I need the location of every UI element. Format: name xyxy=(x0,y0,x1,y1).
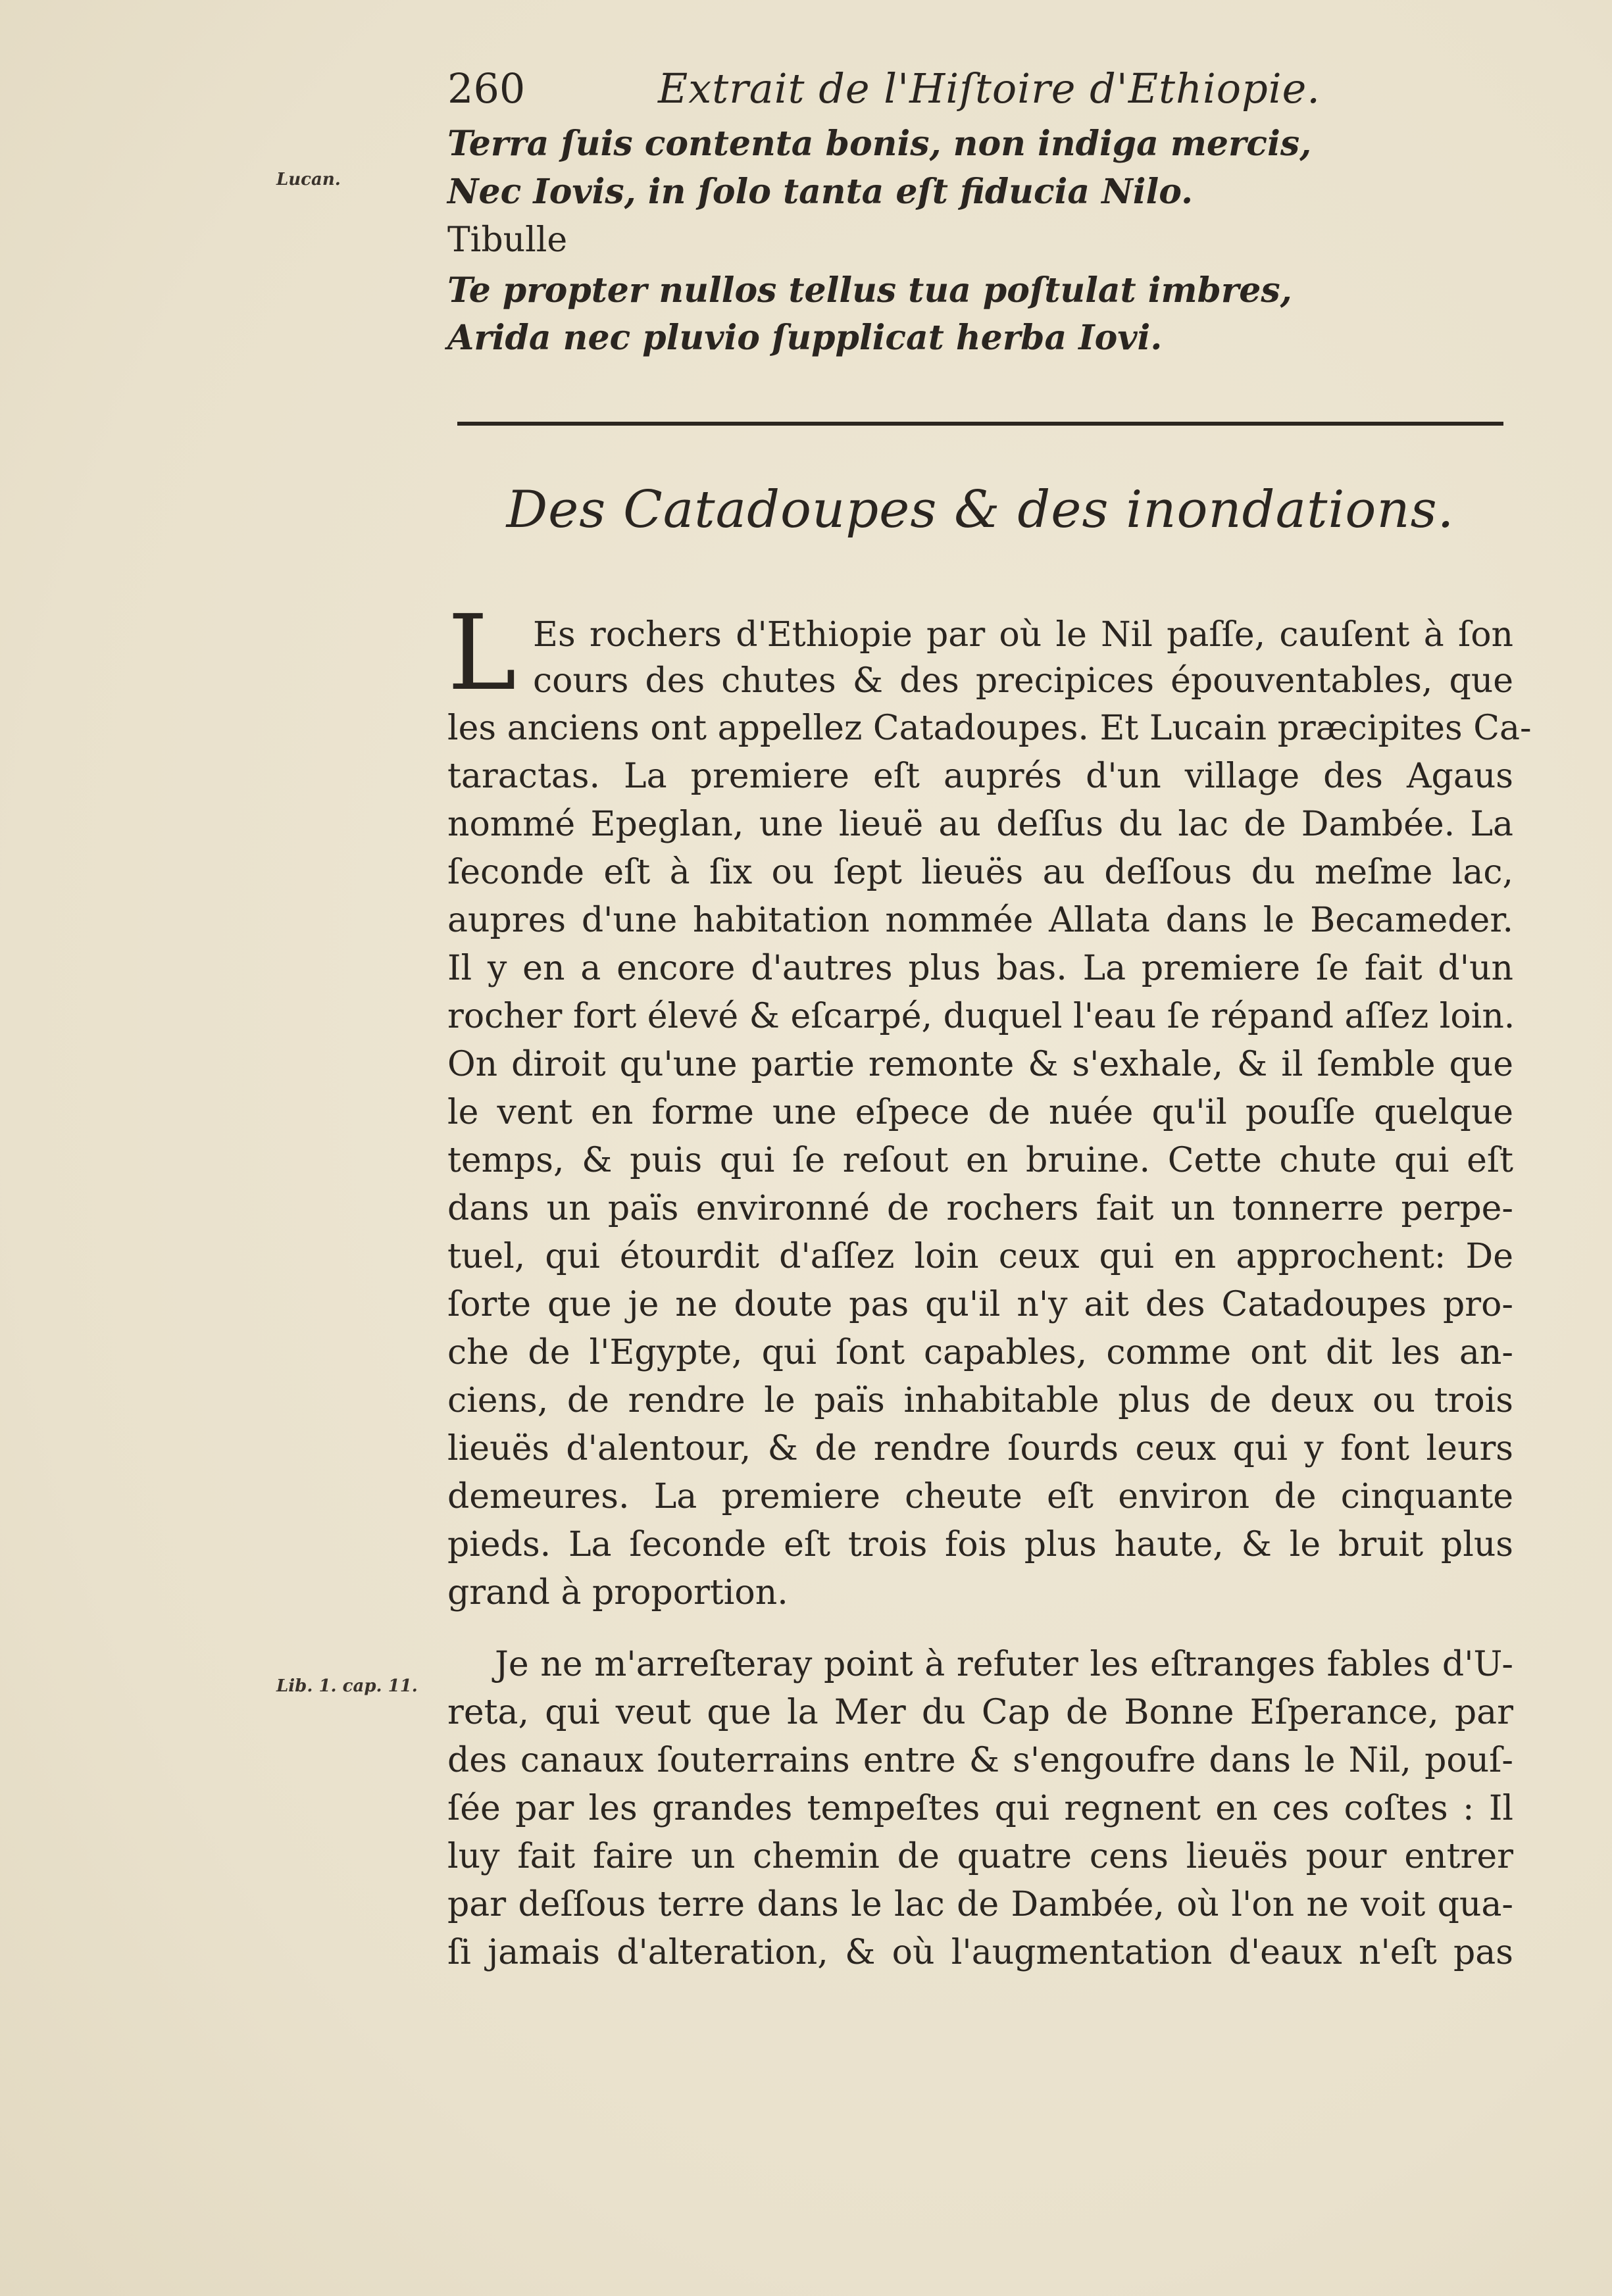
text-line: nommé Epeglan, une lieuë au deſſus du lac de Dambée. La xyxy=(447,805,1513,844)
text-line: taractas. La premiere eſt auprés d'un village des Agaus xyxy=(447,757,1513,796)
verse-line: Te propter nullos tellus tua poſtulat imbres, xyxy=(447,270,1292,311)
page-number: 260 xyxy=(447,64,526,112)
text-line: les anciens ont appellez Catadoupes. Et Lucain præcipites Ca- xyxy=(447,709,1532,748)
text-line: ſi jamais d'alteration, & où l'augmentation d'eaux n'eſt pas xyxy=(447,1933,1513,1972)
text-line: Es rochers d'Ethiopie par où le Nil paſſe, cauſent à ſon xyxy=(533,615,1513,655)
text-line: le vent en forme une eſpece de nuée qu'il pouſſe quelque xyxy=(447,1093,1513,1132)
marginal-note-lib: Lib. 1. cap. 11. xyxy=(276,1676,418,1696)
text-line: On diroit qu'une partie remonte & s'exhale, & il ſemble que xyxy=(447,1045,1513,1084)
text-line: aupres d'une habitation nommée Allata dans le Becameder. xyxy=(447,901,1513,940)
text-line: ſorte que je ne doute pas qu'il n'y ait des Catadoupes pro- xyxy=(447,1285,1513,1324)
drop-cap: L xyxy=(447,593,516,714)
text-line: cours des chutes & des precipices épouventables, que xyxy=(533,661,1513,701)
text-line: rocher fort élevé & eſcarpé, duquel l'eau ſe répand aſſez loin. xyxy=(447,997,1515,1036)
text-line: grand à proportion. xyxy=(447,1573,788,1612)
text-line: par deſſous terre dans le lac de Dambée, où l'on ne voit qua- xyxy=(447,1885,1513,1924)
text-line: dans un païs environné de rochers fait un tonnerre perpe- xyxy=(447,1189,1513,1228)
text-line: des canaux ſouterrains entre & s'engoufre dans le Nil, pouſ- xyxy=(447,1741,1513,1780)
verse-line: Terra ſuis contenta bonis, non indiga mercis, xyxy=(447,124,1312,164)
text-line: lieuës d'alentour, & de rendre ſourds ceux qui y font leurs xyxy=(447,1429,1513,1468)
text-line: demeures. La premiere cheute eſt environ de cinquante xyxy=(447,1477,1513,1516)
verse-line: Nec Iovis, in ſolo tanta eſt fiducia Nilo. xyxy=(447,172,1194,212)
text-line: ciens, de rendre le païs inhabitable plus de deux ou trois xyxy=(447,1381,1513,1420)
running-head-title: Extrait de l'Hiſtoire d'Ethiopie. xyxy=(658,64,1321,112)
text-line: pieds. La ſeconde eſt trois fois plus haute, & le bruit plus xyxy=(447,1525,1513,1564)
text-line: reta, qui veut que la Mer du Cap de Bonne Eſperance, par xyxy=(447,1693,1513,1732)
text-line: ſée par les grandes tempeſtes qui regnent en ces coſtes : Il xyxy=(447,1789,1513,1828)
text-line: ſeconde eſt à ſix ou ſept lieuës au deſſous du meſme lac, xyxy=(447,853,1513,892)
text-line: Il y en a encore d'autres plus bas. La premiere ſe fait d'un xyxy=(447,949,1513,988)
section-heading: Des Catadoupes & des inondations. xyxy=(506,480,1455,539)
verse-attribution: Tibulle xyxy=(447,220,568,260)
text-line: che de l'Egypte, qui ſont capables, comme ont dit les an- xyxy=(447,1333,1513,1372)
text-line: tuel, qui étourdit d'aſſez loin ceux qui en approchent: De xyxy=(447,1237,1513,1276)
running-head xyxy=(447,62,1513,115)
section-rule xyxy=(457,422,1503,426)
text-line: temps, & puis qui ſe reſout en bruine. Cette chute qui eſt xyxy=(447,1141,1513,1180)
text-line: luy fait faire un chemin de quatre cens lieuës pour entrer xyxy=(447,1837,1513,1876)
text-line: Je ne m'arreſteray point à refuter les eſtranges fables d'U- xyxy=(495,1645,1513,1684)
marginal-note-lucan: Lucan. xyxy=(276,170,341,189)
verse-line: Arida nec pluvio ſupplicat herba Iovi. xyxy=(447,318,1163,358)
